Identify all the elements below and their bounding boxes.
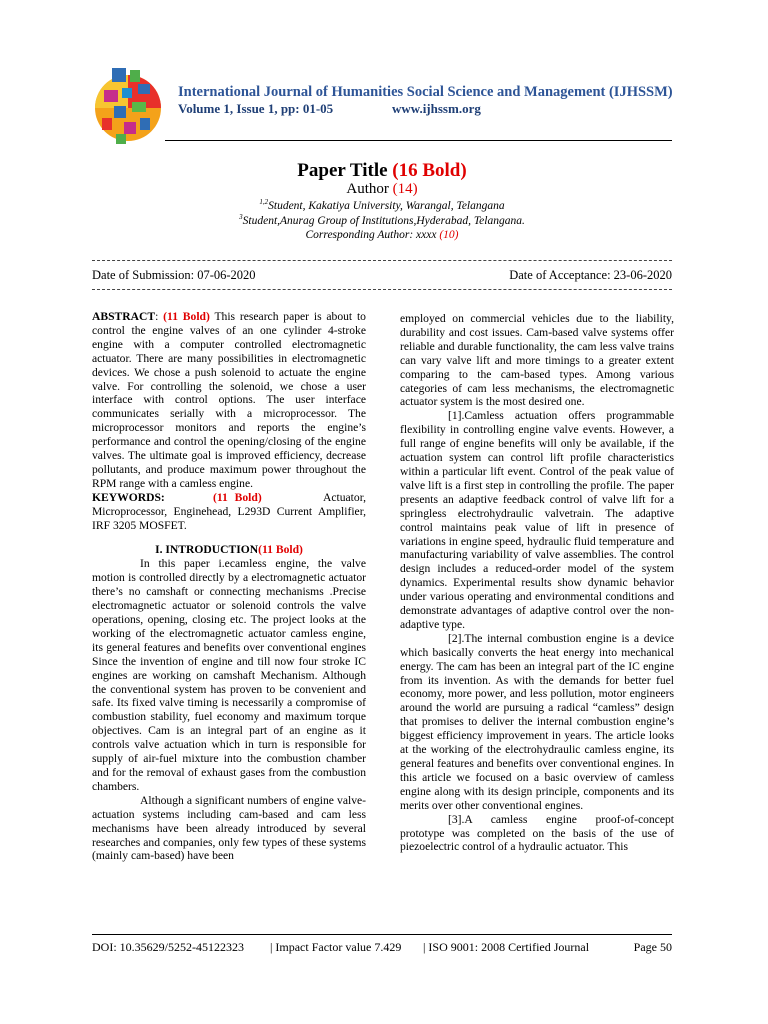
date-of-submission: Date of Submission: 07-06-2020 bbox=[92, 268, 256, 282]
author-line: Author (14) bbox=[346, 181, 418, 197]
corresponding-format-note: (10) bbox=[439, 229, 459, 241]
keywords-paragraph: KEYWORDS: (11 Bold) Actuator, Microprocessor, Enginehead, L293D Current Amplifier, IRF 3205 MOSFET. bbox=[92, 490, 366, 532]
right-paragraph-2: [1].Camless actuation offers programmable flexibility in controlling engine valve events. However, a full range of engine benefits will only be available, if the actuation system can control lift profile characteristics within a particular lift event. Control of the peak value of valve lift is a first step in controlling the profile. The paper presents an adaptive feedback control of valve lift for a springless electrohydraulic valvetrain. The adaptive control maintains peak value of lift in presence of variations in engine speed, hydraulic fluid temperature and manufacturing variability of valve assemblies. The control design includes a reduced-order model of the system dynamics. Experimental results show dynamic behavior under various operating and environmental conditions and demonstrate advantages of adaptive control over the non-adaptive type. bbox=[400, 409, 674, 631]
corresponding-author: Corresponding Author: xxxx (10) bbox=[305, 229, 459, 241]
journal-title: International Journal of Humanities Social Science and Management (IJHSSM) bbox=[178, 84, 673, 100]
right-paragraph-1: employed on commercial vehicles due to the liability, durability and cost issues. Cam-based valve systems offer reliable and durable functionality, the cam less valve trains can vary valve lift and more timings to a greater extent comparing to the cam-based types. Among various categories of cam less mechanisms, the electromagnetic actuator system is the most desired one. bbox=[400, 312, 674, 409]
journal-volume: Volume 1, Issue 1, pp: 01-05 bbox=[178, 101, 334, 116]
left-column bbox=[92, 310, 366, 863]
intro-paragraph-1: In this paper i.ecamless engine, the valve motion is controlled directly by a electromagnetic actuator there’s no camshaft or connecting mechanisms .Precise electromagnetic actuator or solenoid controls the valve operations, opening, closing etc. The project looks at the working of the electromagnetic actuator camless engine, its general features and benefits over conventional engines Since the invention of engine and till now four stroke IC engines are working on camshaft Mechanism. Although the conventional system has proven to be convenient and safe. Its fixed valve timing is necessarily a compromise of combustion stability, fuel economy and maximum torque objectives. Cam is an integral part of an engine as it controls valve actuation which in turn is responsible for supply of air-fuel mixture into the combustion chamber and for the removal of exhaust gases from the combustion chambers. bbox=[92, 557, 366, 793]
footer-impact-factor: | Impact Factor value 7.429 bbox=[270, 940, 402, 954]
journal-logo bbox=[94, 68, 162, 146]
right-paragraph-3: [2].The internal combustion engine is a device which basically converts the heat energy into mechanical energy. The cam has been an integral part of the IC engine from its invention. As with the demands for better fuel economy, more power, and less pollution, motor engineers around the world are pursuing a radical “camless” design that promises to deliver the internal combustion engine’s biggest efficiency improvement in years. The article looks at the working of the electrohydraulic camless engine, its general features and benefits over conventional engines. In this article we focused on a basic overview of camless engine along with its design principle, components and its merits over other conventional engines. bbox=[400, 631, 674, 812]
footer-iso: | ISO 9001: 2008 Certified Journal bbox=[423, 940, 590, 954]
footer-rule bbox=[92, 934, 672, 935]
footer-page-number: Page 50 bbox=[633, 940, 672, 954]
abstract-format-note: (11 Bold) bbox=[163, 310, 210, 323]
dashed-separator-top bbox=[92, 260, 672, 261]
affiliation-2: $^3$Student,Anurag Group of Institutions,Hyderabad, Telangana. bbox=[239, 213, 525, 227]
title-format-note: (16 Bold) bbox=[392, 160, 467, 181]
header-rule bbox=[165, 140, 672, 141]
journal-url-link[interactable]: www.ijhssm.org bbox=[392, 101, 481, 116]
right-column bbox=[400, 312, 674, 854]
date-of-acceptance: Date of Acceptance: 23-06-2020 bbox=[509, 268, 672, 282]
section-format-note: (11 Bold) bbox=[258, 542, 303, 556]
paper-title: Paper Title (16 Bold) bbox=[297, 160, 467, 181]
abstract-paragraph: ABSTRACT: (11 Bold) This research paper is about to control the engine valves of an one cylinder 4-stroke engine with a computer controlled electromagnetic actuator. There are many possibilities in electromagnetic devices. We chose a push solenoid to actuate the engine valve. For controlling the solenoid, we chose a user interface with control options. The user interface communicates serially with a microprocessor. The microprocessor monitors and reports the engine’s performance and control the opening/closing of the engine valves. The ultimate goal is improved efficiency, decrease pollutants, and produce maximum power throughout the RPM range with a camless engine. bbox=[92, 310, 366, 490]
affiliation-1: $^{1,2}$Student, Kakatiya University, Warangal, Telangana bbox=[259, 198, 505, 212]
dashed-separator-bottom bbox=[92, 289, 672, 290]
right-paragraph-4: [3].A camless engine proof-of-concept prototype was completed on the basis of the use of piezoelectric control of a hydraulic actuator. This bbox=[400, 812, 674, 854]
section-heading-introduction: I. INTRODUCTION(11 Bold) bbox=[155, 542, 303, 556]
intro-paragraph-2: Although a significant numbers of engine valve-actuation systems including cam-based and cam less mechanisms have been already introduced by several researches and companies, only few types of these systems (mainly cam-based) have been bbox=[92, 793, 366, 863]
footer-doi: DOI: 10.35629/5252-45122323 bbox=[92, 940, 244, 954]
keywords-format-note: (11 Bold) bbox=[212, 490, 262, 504]
author-format-note: (14) bbox=[392, 181, 418, 197]
